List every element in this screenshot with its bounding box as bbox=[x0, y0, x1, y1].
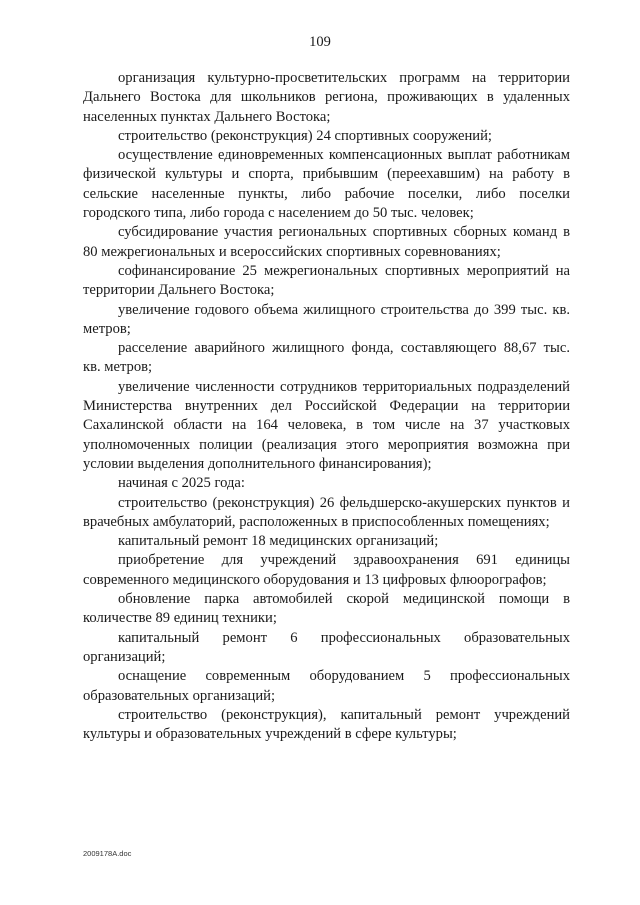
paragraph: увеличение численности сотрудников территориальных подразделений Министерства внутренних дел Российской Федерации на территории Сахалинской области на 164 человека, в том числе на 37 участковых уполномоченных полиции (реализация этого мероприятия возможна при условии выделения дополнительного финансирования); bbox=[83, 378, 570, 472]
paragraph: капитальный ремонт 6 профессиональных образовательных организаций; bbox=[83, 629, 570, 665]
paragraph: софинансирование 25 межрегиональных спортивных мероприятий на территории Дальнего Востока; bbox=[83, 262, 570, 299]
paragraph: субсидирование участия региональных спортивных сборных команд в 80 межрегиональных и всероссийских спортивных соревнованиях; bbox=[83, 224, 570, 260]
body-text bbox=[83, 69, 570, 744]
paragraph: обновление парка автомобилей скорой медицинской помощи в количестве 89 единиц техники; bbox=[83, 591, 570, 627]
paragraph: оснащение современным оборудованием 5 профессиональных образовательных организаций; bbox=[83, 668, 570, 704]
paragraph: строительство (реконструкция) 26 фельдшерско-акушерских пунктов и врачебных амбулаторий, расположенных в приспособленных помещениях; bbox=[83, 494, 570, 530]
paragraph: увеличение годового объема жилищного строительства до 399 тыс. кв. метров; bbox=[83, 301, 570, 337]
paragraph: капитальный ремонт 18 медицинских организаций; bbox=[118, 533, 439, 550]
paragraph: расселение аварийного жилищного фонда, составляющего 88,67 тыс. кв. метров; bbox=[83, 340, 570, 376]
paragraph: строительство (реконструкция) 24 спортивных сооружений; bbox=[118, 127, 492, 144]
file-name-footer: 2009178А.doc bbox=[83, 849, 132, 858]
paragraph: начиная с 2025 года: bbox=[118, 475, 245, 492]
paragraph: осуществление единовременных компенсационных выплат работникам физической культуры и спорта, прибывшим (переехавшим) на работу в сельские населенные пункты, либо рабочие поселки, либо поселки городского типа, либо города с населением до 50 тыс. человек; bbox=[83, 147, 570, 222]
page-number: 109 bbox=[309, 34, 331, 50]
paragraph: приобретение для учреждений здравоохранения 691 единицы современного медицинского оборудования и 13 цифровых флюорографов; bbox=[83, 552, 570, 588]
paragraph: организация культурно-просветительских программ на территории Дальнего Востока для школьников региона, проживающих в удаленных населенных пунктах Дальнего Востока; bbox=[83, 70, 570, 125]
paragraph: строительство (реконструкция), капитальный ремонт учреждений культуры и образовательных учреждений в сфере культуры; bbox=[83, 706, 570, 743]
